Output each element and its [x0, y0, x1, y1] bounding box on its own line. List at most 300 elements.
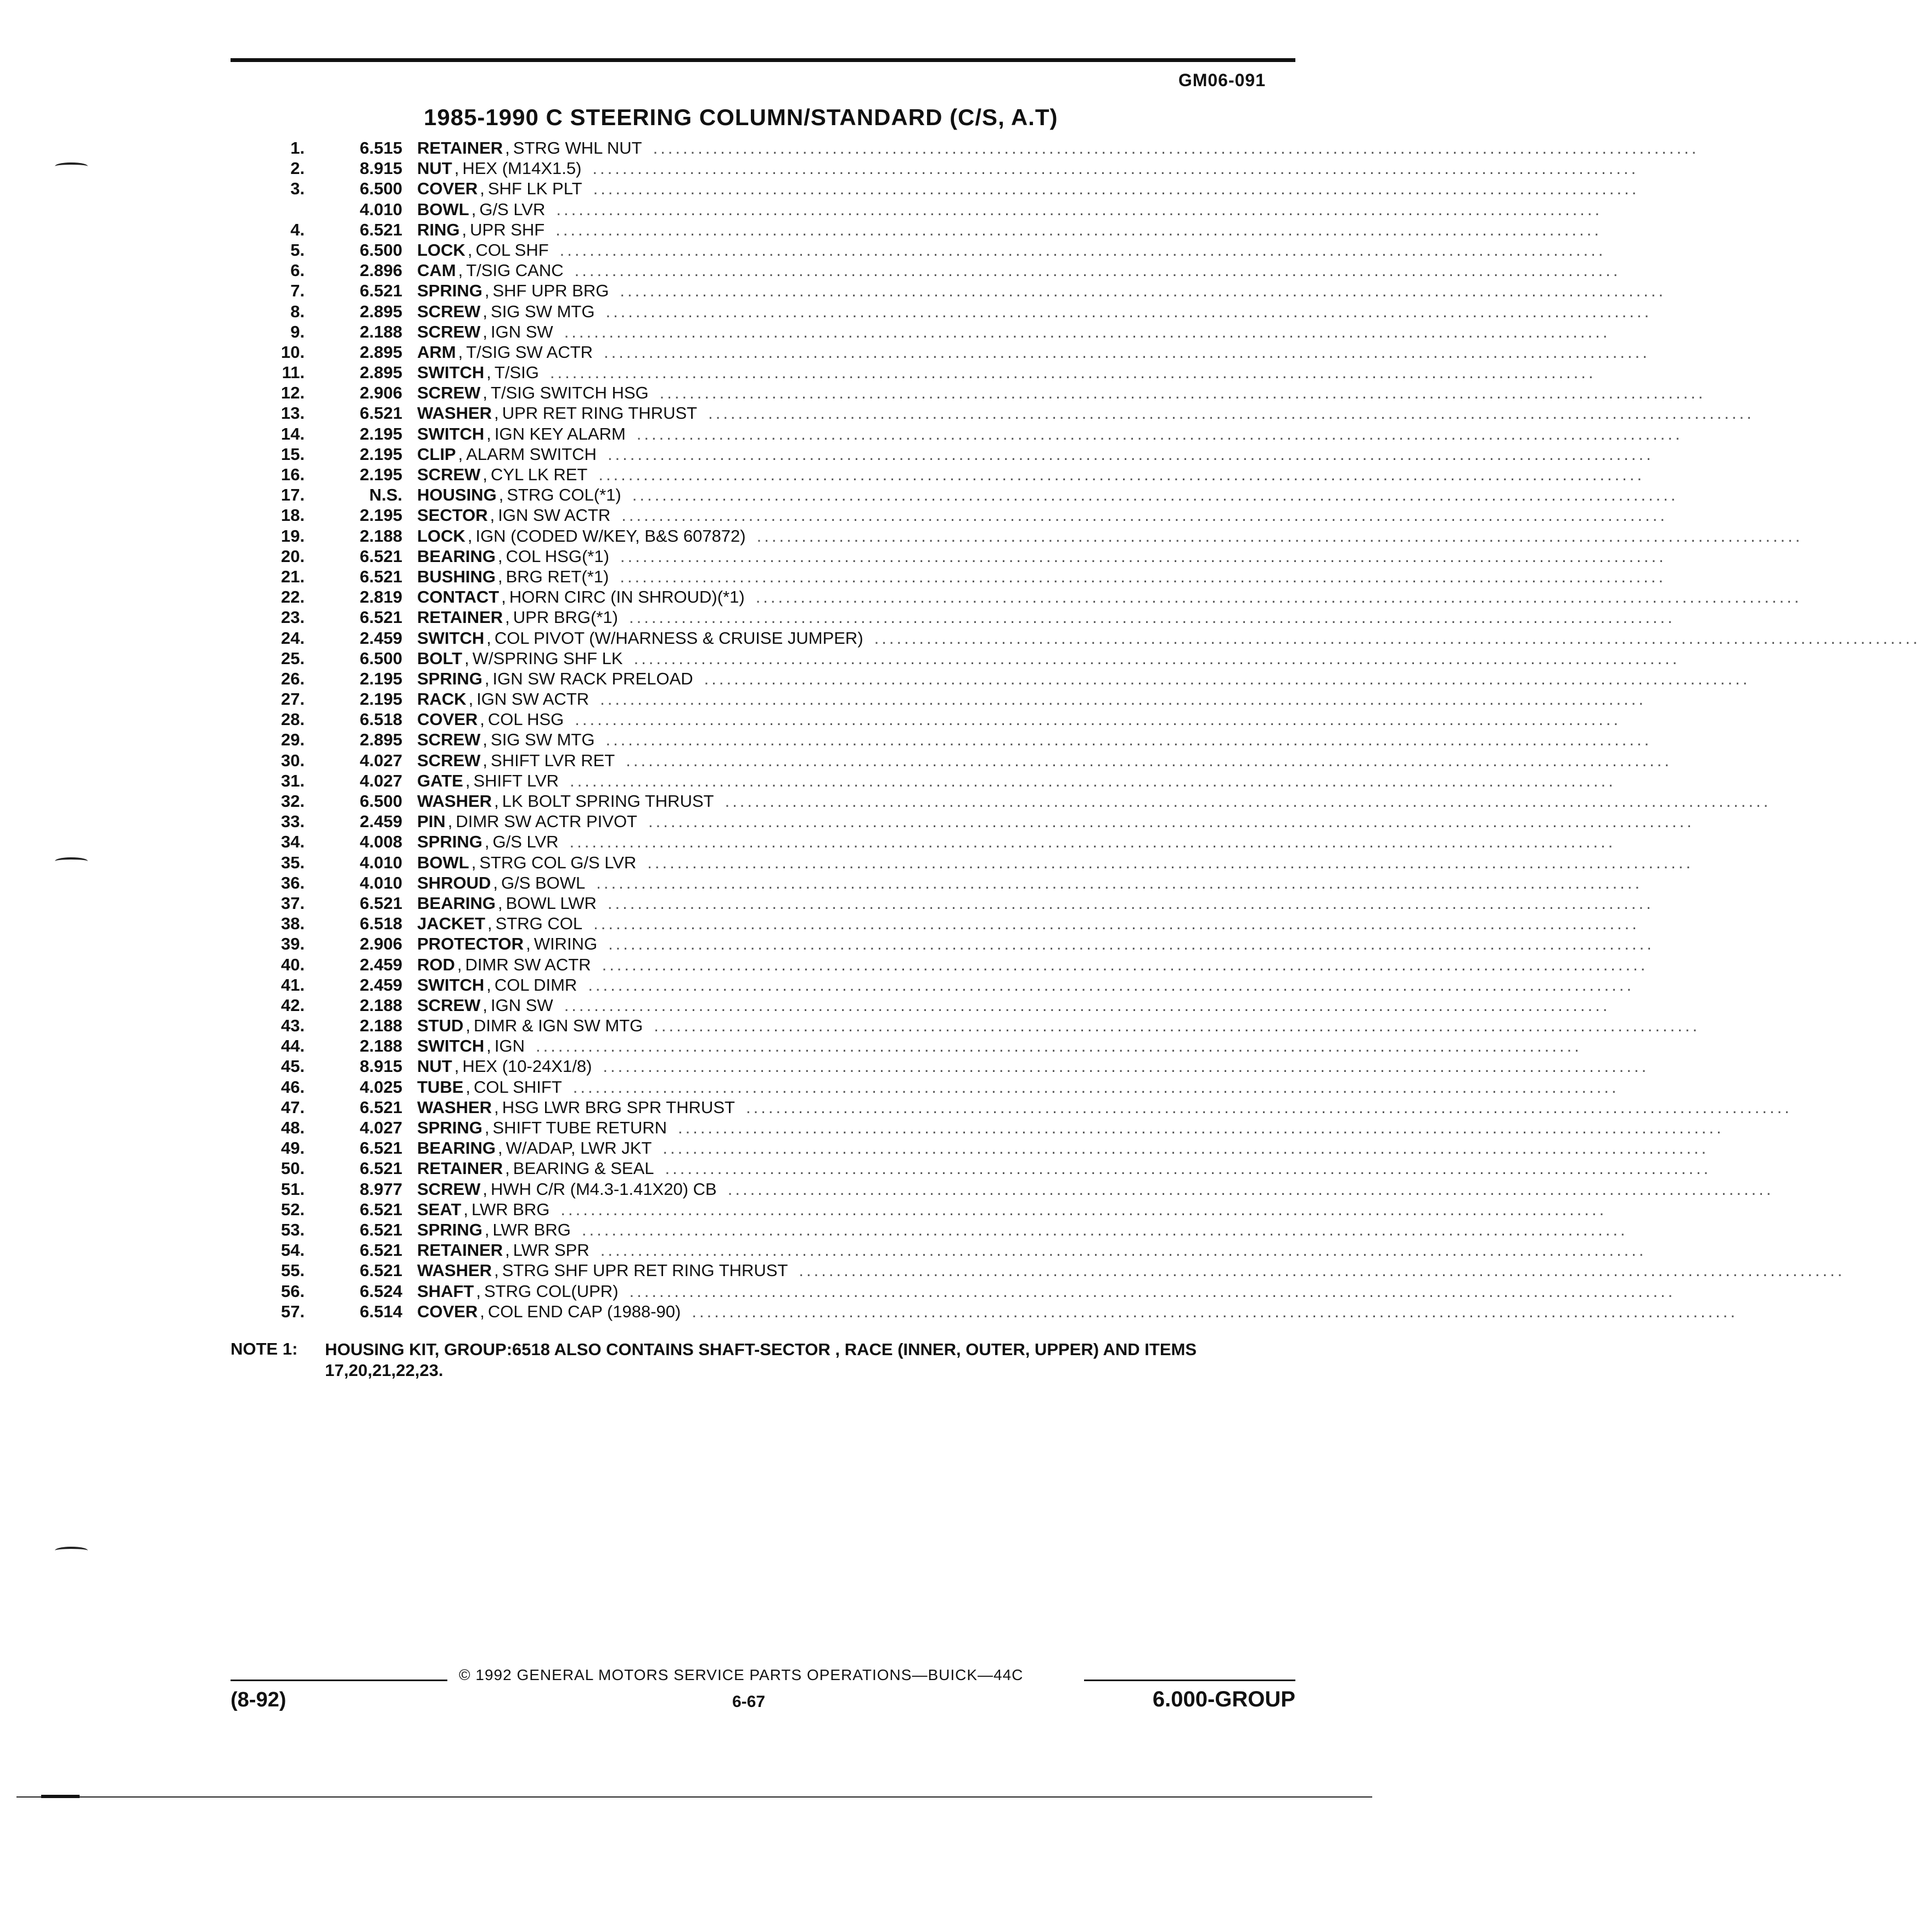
part-detail: SHIFT TUBE RETURN [492, 1118, 667, 1137]
leader-dots: ............................................................................................................................................ [556, 199, 1603, 219]
part-group-number: 6.521 [360, 608, 402, 627]
part-name: WASHER [417, 791, 492, 811]
part-item-number: 4. [290, 220, 305, 239]
part-group-number: 6.500 [360, 179, 402, 199]
part-group-number: 2.188 [360, 526, 402, 546]
part-group-number: 6.521 [360, 403, 402, 423]
part-detail: UPR BRG(*1) [513, 608, 618, 627]
part-separator: , [484, 832, 490, 852]
leader-dots: ............................................................................................................................................ [608, 934, 1654, 954]
leader-dots: ............................................................................................................................................ [596, 873, 1643, 892]
part-name: CLIP [417, 444, 456, 464]
part-name: SWITCH [417, 424, 485, 443]
part-description [417, 669, 1750, 689]
part-name: SCREW [417, 465, 481, 484]
part-name: NUT [417, 1057, 452, 1076]
leader-dots: ............................................................................................................................................ [592, 159, 1639, 178]
leader-dots: ............................................................................................................................................ [653, 138, 1699, 158]
part-separator: , [465, 1077, 471, 1097]
part-name: SPRING [417, 1118, 482, 1137]
part-group-number: 2.459 [360, 812, 402, 832]
part-detail: SHIFT LVR RET [491, 750, 615, 770]
part-name: SWITCH [417, 363, 485, 383]
part-description [417, 1199, 1607, 1220]
part-detail: SHF LK PLT [487, 179, 582, 199]
part-description [417, 709, 1621, 729]
part-item-number: 37. [280, 893, 305, 913]
part-separator: , [501, 587, 506, 607]
part-detail: STRG COL(*1) [507, 485, 621, 505]
part-row [236, 669, 1750, 689]
part-group-number: 2.195 [360, 506, 402, 525]
part-item-number: 40. [280, 954, 305, 974]
leader-dots: ............................................................................................................................................ [607, 893, 1654, 913]
part-group-number: 2.906 [360, 934, 402, 954]
part-row [236, 280, 1666, 301]
part-detail: IGN (CODED W/KEY, B&S 607872) [475, 526, 746, 546]
part-detail: COL PIVOT (W/HARNESS & CRUISE JUMPER) [494, 628, 863, 648]
part-group-number: 2.895 [360, 301, 402, 321]
part-name: SECTOR [417, 506, 488, 525]
part-separator: , [486, 975, 491, 995]
part-item-number: 16. [280, 465, 305, 484]
part-item-number: 11. [282, 363, 305, 383]
part-separator: , [497, 566, 503, 586]
part-group-number: 2.459 [360, 975, 402, 995]
part-name: SWITCH [417, 628, 485, 648]
part-row [236, 322, 1610, 342]
part-description [417, 138, 1699, 158]
part-row [236, 893, 1654, 913]
part-separator: , [458, 261, 463, 280]
part-description [417, 893, 1654, 913]
part-detail: IGN KEY ALARM [494, 424, 626, 443]
part-name: CAM [417, 261, 456, 280]
part-separator: , [482, 750, 488, 770]
leader-dots: ............................................................................................................................................ [588, 975, 1635, 995]
part-detail: DIMR SW ACTR [465, 954, 591, 974]
part-item-number: 46. [280, 1077, 305, 1097]
part-separator: , [463, 1199, 469, 1219]
part-detail: COL SHF [475, 240, 549, 260]
leader-dots: ............................................................................................................................................ [600, 1240, 1647, 1260]
leader-dots: ............................................................................................................................................ [604, 342, 1650, 362]
leader-dots: ............................................................................................................................................ [746, 1097, 1792, 1117]
part-description [417, 873, 1643, 893]
part-description [417, 505, 1668, 525]
part-separator: , [484, 669, 490, 688]
part-separator: , [494, 403, 499, 423]
leader-dots: ............................................................................................................................................ [654, 1016, 1700, 1036]
part-group-number: 2.188 [360, 1016, 402, 1036]
part-group-number: 6.521 [360, 1159, 402, 1178]
part-description [417, 750, 1672, 771]
leader-dots: ............................................................................................................................................ [626, 750, 1672, 770]
part-item-number: 47. [280, 1097, 305, 1117]
part-group-number: 4.008 [360, 832, 402, 852]
part-name: SWITCH [417, 975, 485, 995]
part-row [236, 1179, 1774, 1199]
part-row [236, 729, 1652, 750]
part-detail: CYL LK RET [491, 465, 588, 484]
part-detail: STRG COL(UPR) [484, 1281, 619, 1301]
part-row [236, 811, 1694, 832]
part-item-number: 41. [280, 975, 305, 995]
part-row [236, 709, 1621, 729]
leader-dots: ............................................................................................................................................ [659, 383, 1706, 403]
leader-dots: ............................................................................................................................................ [665, 1159, 1711, 1178]
part-group-number: 2.895 [360, 363, 402, 383]
part-name: SCREW [417, 383, 481, 403]
part-detail: IGN SW [491, 995, 553, 1015]
part-detail: LWR SPR [513, 1240, 590, 1260]
part-name: SPRING [417, 669, 482, 688]
part-row [236, 220, 1602, 240]
part-row [236, 526, 1803, 546]
part-name: RETAINER [417, 138, 503, 158]
part-description [417, 383, 1706, 403]
part-description [417, 301, 1652, 322]
part-item-number: 22. [280, 587, 305, 607]
part-item-number: 48. [280, 1118, 305, 1137]
part-item-number: 23. [280, 608, 305, 627]
leader-dots: ............................................................................................................................................ [633, 648, 1680, 668]
part-row [236, 975, 1635, 995]
part-row [236, 1260, 1845, 1280]
part-detail: STRG SHF UPR RET RING THRUST [502, 1261, 788, 1280]
part-name: RETAINER [417, 1159, 503, 1178]
part-item-number: 56. [280, 1281, 305, 1301]
part-name: RETAINER [417, 1240, 503, 1260]
leader-dots: ............................................................................................................................................ [799, 1261, 1845, 1280]
part-name: TUBE [417, 1077, 464, 1097]
binder-hole-mark [55, 857, 88, 865]
leader-dots: ............................................................................................................................................ [628, 608, 1675, 627]
leader-dots: ............................................................................................................................................ [536, 1036, 1582, 1056]
part-description [417, 1281, 1676, 1301]
part-description [417, 240, 1606, 260]
part-group-number: 2.895 [360, 730, 402, 750]
leader-dots: ............................................................................................................................................ [593, 914, 1640, 934]
part-description [417, 546, 1666, 566]
part-item-number: 43. [280, 1016, 305, 1036]
leader-dots: ............................................................................................................................................ [564, 322, 1610, 341]
part-detail: DIMR SW ACTR PIVOT [456, 812, 637, 832]
part-description [417, 628, 1920, 648]
part-name: SHAFT [417, 1281, 474, 1301]
leader-dots: ............................................................................................................................................ [756, 526, 1803, 546]
footer-copyright: © 1992 GENERAL MOTORS SERVICE PARTS OPERATIONS—BUICK—44C [459, 1666, 1024, 1683]
part-item-number: 32. [280, 791, 305, 811]
leader-dots: ............................................................................................................................................ [725, 791, 1771, 811]
part-separator: , [480, 179, 485, 199]
part-group-number: 6.514 [360, 1301, 402, 1321]
part-row [236, 1015, 1700, 1036]
part-row [236, 587, 1802, 607]
part-row [236, 546, 1666, 566]
part-description [417, 771, 1616, 791]
part-item-number: 35. [280, 852, 305, 872]
part-item-number: 24. [280, 628, 305, 648]
part-detail: T/SIG CANC [466, 261, 564, 280]
part-separator: , [494, 1261, 499, 1280]
part-name: BEARING [417, 893, 496, 913]
part-name: SPRING [417, 281, 482, 301]
part-item-number: 25. [280, 648, 305, 668]
part-group-number: 2.459 [360, 628, 402, 648]
part-description [417, 1056, 1649, 1076]
footer-group: 6.000-GROUP [1152, 1687, 1295, 1711]
part-group-number: 8.915 [360, 159, 402, 178]
leader-dots: ............................................................................................................................................ [572, 1077, 1619, 1097]
leader-dots: ............................................................................................................................................ [555, 220, 1602, 239]
leader-dots: ............................................................................................................................................ [605, 301, 1652, 321]
leader-dots: ............................................................................................................................................ [593, 179, 1640, 199]
part-item-number: 49. [280, 1138, 305, 1158]
part-row [236, 444, 1654, 464]
leader-dots: ............................................................................................................................................ [603, 1057, 1649, 1076]
part-description [417, 1077, 1619, 1097]
part-separator: , [467, 526, 473, 546]
part-name: ARM [417, 342, 456, 362]
part-separator: , [476, 1281, 481, 1301]
part-item-number: 1. [290, 138, 305, 158]
part-group-number: 2.188 [360, 1036, 402, 1056]
part-name: RACK [417, 689, 467, 709]
part-group-number: 2.195 [360, 465, 402, 484]
part-description [417, 607, 1675, 627]
leader-dots: ............................................................................................................................................ [677, 1118, 1724, 1137]
part-detail: IGN [494, 1036, 525, 1056]
part-item-number: 44. [280, 1036, 305, 1056]
part-separator: , [482, 301, 488, 321]
part-item-number: 51. [280, 1179, 305, 1199]
part-detail: HORN CIRC (IN SHROUD)(*1) [509, 587, 745, 607]
part-item-number: 53. [280, 1220, 305, 1239]
part-name: WASHER [417, 1261, 492, 1280]
part-separator: , [454, 159, 459, 178]
part-group-number: 4.027 [360, 750, 402, 770]
part-row [236, 240, 1606, 260]
part-description [417, 322, 1610, 342]
note-label: NOTE 1: [231, 1339, 298, 1358]
part-row [236, 954, 1648, 975]
part-row [236, 158, 1639, 178]
part-detail: COL END CAP (1988-90) [487, 1301, 681, 1321]
part-item-number: 33. [280, 812, 305, 832]
part-detail: COL HSG(*1) [506, 546, 609, 566]
part-item-number: 10. [280, 342, 305, 362]
part-item-number: 30. [280, 750, 305, 770]
part-group-number: 4.010 [360, 199, 402, 219]
part-row [236, 138, 1699, 158]
part-row [236, 1097, 1792, 1117]
part-detail: COL SHIFT [474, 1077, 562, 1097]
part-group-number: 6.521 [360, 546, 402, 566]
part-row [236, 464, 1645, 485]
part-detail: COL HSG [487, 710, 564, 729]
part-row [236, 852, 1694, 873]
leader-dots: ............................................................................................................................................ [569, 832, 1616, 852]
part-name: LOCK [417, 240, 465, 260]
part-name: RETAINER [417, 608, 503, 627]
part-row [236, 1158, 1711, 1178]
part-item-number: 14. [280, 424, 305, 443]
part-description [417, 1117, 1724, 1138]
leader-dots: ............................................................................................................................................ [636, 424, 1683, 443]
part-separator: , [493, 873, 498, 892]
part-group-number: 6.521 [360, 1220, 402, 1239]
part-separator: , [486, 628, 491, 648]
part-description [417, 1301, 1738, 1322]
part-separator: , [447, 812, 453, 832]
part-description [417, 689, 1646, 709]
part-separator: , [467, 240, 473, 260]
part-detail: UPR SHF [470, 220, 545, 239]
part-separator: , [486, 363, 491, 383]
part-separator: , [505, 608, 510, 627]
part-name: BUSHING [417, 566, 496, 586]
part-name: COVER [417, 1301, 478, 1321]
part-row [236, 934, 1654, 954]
part-description [417, 444, 1654, 464]
page-title: 1985-1990 C STEERING COLUMN/STANDARD (C/S, A.T) [424, 104, 1058, 130]
part-description [417, 220, 1602, 240]
part-description [417, 1179, 1774, 1199]
part-description [417, 1097, 1792, 1117]
part-description [417, 1015, 1700, 1036]
part-row [236, 832, 1616, 852]
part-description [417, 342, 1650, 362]
leader-dots: ............................................................................................................................................ [629, 1281, 1676, 1301]
leader-dots: ............................................................................................................................................ [559, 240, 1606, 260]
part-separator: , [458, 444, 463, 464]
part-separator: , [486, 424, 491, 443]
part-description [417, 587, 1802, 607]
part-name: SCREW [417, 995, 481, 1015]
part-detail: SHIFT LVR [473, 771, 559, 790]
part-item-number: 42. [280, 995, 305, 1015]
part-separator: , [480, 710, 485, 729]
part-group-number: 8.977 [360, 1179, 402, 1199]
leader-dots: ............................................................................................................................................ [620, 281, 1666, 301]
part-row [236, 485, 1678, 505]
part-item-number: 21. [280, 566, 305, 586]
part-item-number: 6. [290, 261, 305, 280]
part-name: BEARING [417, 546, 496, 566]
leader-dots: ............................................................................................................................................ [570, 771, 1616, 790]
part-separator: , [482, 383, 488, 403]
leader-dots: ............................................................................................................................................ [727, 1179, 1774, 1199]
leader-dots: ............................................................................................................................................ [600, 689, 1646, 709]
part-description [417, 811, 1694, 832]
leader-dots: ............................................................................................................................................ [692, 1301, 1738, 1321]
part-description [417, 1240, 1647, 1260]
part-item-number: 28. [280, 710, 305, 729]
part-row [236, 1117, 1724, 1138]
part-item-number: 13. [280, 403, 305, 423]
part-group-number: 2.195 [360, 689, 402, 709]
part-row [236, 1138, 1709, 1158]
part-row [236, 628, 1920, 648]
part-detail: BEARING & SEAL [513, 1159, 654, 1178]
leader-dots: ............................................................................................................................................ [708, 403, 1754, 423]
part-name: NUT [417, 159, 452, 178]
part-description [417, 199, 1603, 220]
part-separator: , [457, 954, 462, 974]
part-item-number: 29. [280, 730, 305, 750]
part-item-number: 5. [290, 240, 305, 260]
part-name: BOWL [417, 852, 469, 872]
part-name: SEAT [417, 1199, 462, 1219]
part-item-number: 45. [280, 1057, 305, 1076]
leader-dots: ............................................................................................................................................ [648, 812, 1694, 832]
part-separator: , [482, 730, 488, 750]
part-detail: SIG SW MTG [491, 730, 595, 750]
part-description [417, 362, 1596, 383]
part-group-number: N.S. [369, 485, 402, 505]
part-group-number: 2.819 [360, 587, 402, 607]
part-row [236, 913, 1640, 934]
part-description [417, 158, 1639, 178]
part-name: SPRING [417, 1220, 482, 1239]
part-group-number: 6.515 [360, 138, 402, 158]
leader-dots: ............................................................................................................................................ [575, 710, 1621, 729]
part-separator: , [498, 485, 504, 505]
part-group-number: 2.195 [360, 669, 402, 688]
part-description [417, 464, 1645, 485]
part-description [417, 526, 1803, 546]
part-name: PROTECTOR [417, 934, 524, 954]
part-row [236, 689, 1646, 709]
binder-hole-mark [55, 1547, 88, 1554]
part-separator: , [468, 689, 474, 709]
part-item-number: 36. [280, 873, 305, 892]
part-detail: COL DIMR [494, 975, 577, 995]
part-detail: HWH C/R (M4.3-1.41X20) CB [491, 1179, 717, 1199]
part-separator: , [484, 281, 490, 301]
part-name: SCREW [417, 750, 481, 770]
part-detail: WIRING [534, 934, 598, 954]
part-group-number: 6.521 [360, 1138, 402, 1158]
part-item-number: 55. [280, 1261, 305, 1280]
part-detail: IGN SW ACTR [476, 689, 590, 709]
part-item-number: 8. [290, 301, 305, 321]
part-name: GATE [417, 771, 463, 790]
part-item-number: 38. [280, 914, 305, 934]
leader-dots: ............................................................................................................................................ [620, 566, 1666, 586]
part-row [236, 1301, 1738, 1322]
bottom-scan-rule [16, 1796, 1372, 1798]
part-name: SCREW [417, 301, 481, 321]
leader-dots: ............................................................................................................................................ [605, 730, 1652, 750]
footer-date: (8-92) [231, 1688, 287, 1711]
part-group-number: 4.027 [360, 771, 402, 790]
leader-dots: ............................................................................................................................................ [549, 363, 1596, 383]
part-group-number: 2.188 [360, 995, 402, 1015]
part-separator: , [494, 791, 499, 811]
part-group-number: 2.195 [360, 444, 402, 464]
part-detail: LWR BRG [492, 1220, 571, 1239]
leader-dots: ............................................................................................................................................ [704, 669, 1750, 688]
part-detail: W/ADAP, LWR JKT [506, 1138, 652, 1158]
part-group-number: 4.010 [360, 873, 402, 892]
part-detail: STRG WHL NUT [513, 138, 642, 158]
part-name: BEARING [417, 1138, 496, 1158]
part-detail: STRG COL [495, 914, 583, 934]
part-row [236, 1199, 1607, 1220]
part-description [417, 975, 1635, 995]
